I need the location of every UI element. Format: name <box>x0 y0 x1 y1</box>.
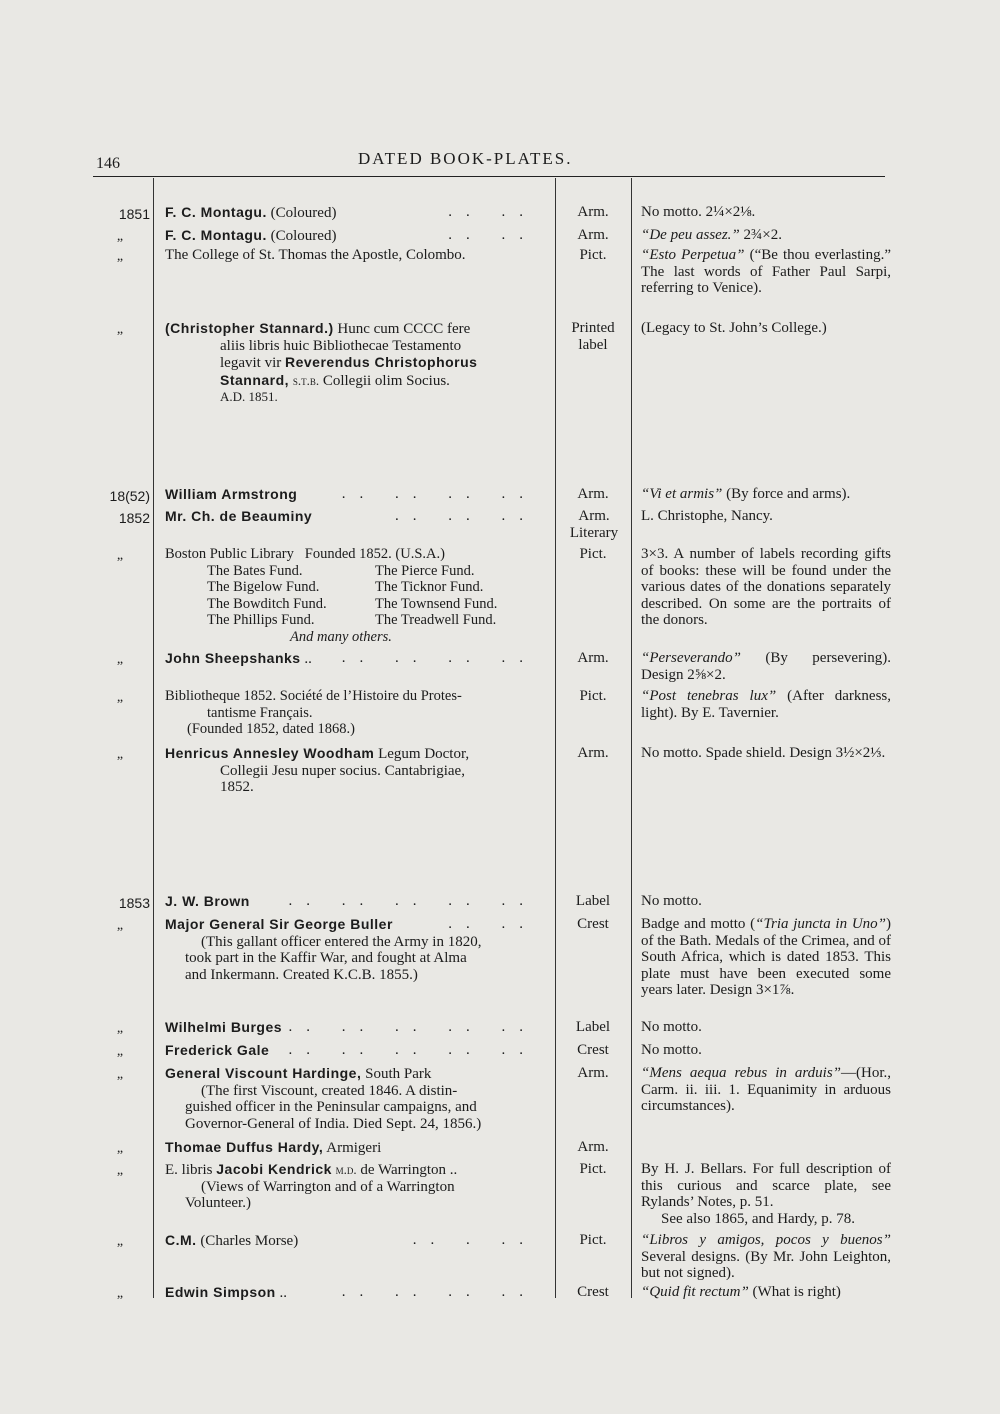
entry-year: 18(52) <box>109 488 150 504</box>
name-line: (Founded 1852, dated 1868.) <box>187 721 355 737</box>
note-text: (“Be thou everlasting.” The last words of Father Paul Sarpi, referring to Venice). <box>641 247 892 296</box>
note-text: See also 1865, and Hardy, p. 78. <box>661 1210 855 1227</box>
entry-name <box>165 247 545 264</box>
leader-dots: .. .. <box>448 227 537 243</box>
entry-name <box>165 1019 545 1037</box>
motto: “Mens aequa rebus in arduis” <box>641 1065 841 1081</box>
motto: “De peu assez.” <box>641 227 740 243</box>
name-line: tantisme Français. <box>207 704 313 721</box>
owner-name: Edwin Simpson <box>165 1284 276 1300</box>
leader-dots: .. .. .. .. <box>341 486 537 502</box>
column-divider <box>555 178 556 1298</box>
leader-dots: .. .. .. .. <box>341 1284 537 1300</box>
entry-kind: Arm. <box>577 1065 609 1081</box>
entry-year: „ <box>116 1067 124 1082</box>
entry-kind: Crest <box>577 1042 609 1058</box>
running-title: DATED BOOK-PLATES. <box>358 149 573 168</box>
name-line: Hunc cum CCCC fere <box>337 321 471 337</box>
leader-dots: .. .. .. <box>395 508 537 524</box>
note-text: (By force and arms). <box>726 486 851 502</box>
name-line: Governor-General of India. Died Sept. 24, 1856.) <box>185 1115 482 1132</box>
entry-kind: Label <box>575 893 611 909</box>
owner-extra: de Warrington .. <box>360 1162 458 1178</box>
fund-item: The Townsend Fund. <box>375 595 498 612</box>
note-text: Several designs. (By Mr. John Leighton, but not signed). <box>641 1248 891 1281</box>
leader-dots: .. .. .. .. .. <box>288 893 537 909</box>
entry-kind: Crest <box>577 1284 609 1300</box>
entry-name <box>165 1232 545 1250</box>
entry-note <box>641 247 891 297</box>
entry-kind: Arm. <box>577 650 609 666</box>
entry-name: John Sheepshanks .. .. .. .. .. <box>165 650 537 667</box>
fund-list <box>165 563 545 629</box>
entry-year: „ <box>116 249 124 264</box>
leader-dots: .. .. <box>448 204 537 220</box>
note-text: (What is right) <box>752 1284 841 1300</box>
entry-name <box>165 916 545 983</box>
entry-name <box>165 204 545 222</box>
entry-name <box>165 486 545 504</box>
name-line: aliis libris huic Bibliothecae Testamento <box>220 337 462 354</box>
motto: “Libros y amigos, pocos y buenos” <box>641 1232 891 1248</box>
column-divider <box>631 178 632 1298</box>
entry-name <box>165 688 545 738</box>
entry-note: No motto. 2¼×2⅛. <box>641 204 756 220</box>
entry-kind: Crest <box>577 916 609 932</box>
motto: “Quid fit rectum” <box>641 1284 749 1300</box>
entry-kind: Arm. <box>577 1139 609 1155</box>
motto: “Tria juncta in Uno” <box>755 916 886 932</box>
leader-dots: .. .. .. .. .. <box>288 1042 537 1058</box>
name-line: guished officer in the Peninsular campaigns, and <box>185 1099 477 1115</box>
name-line: Collegii Jesu nuper socius. Cantabrigiae, <box>220 762 465 779</box>
entry-year: „ <box>116 1021 124 1036</box>
name-line: (The first Viscount, created 1846. A distin- <box>201 1082 458 1099</box>
entry-note: (Legacy to St. John’s College.) <box>641 320 827 336</box>
note-text: (After darkness, light). By E. Tavernier. <box>641 688 891 721</box>
entry-kind: Printed label <box>571 320 615 353</box>
fund-item: The Pierce Fund. <box>375 562 475 579</box>
owner-name: Wilhelmi Burges <box>165 1019 283 1035</box>
motto: “Esto Perpetua” <box>641 247 745 263</box>
page-number: 146 <box>96 155 120 172</box>
owner-extra: (Coloured) <box>270 205 337 221</box>
name-line: Volunteer.) <box>185 1195 251 1211</box>
entry-name <box>165 1065 545 1132</box>
leader-dots: .. .. <box>448 916 537 932</box>
entry-year: „ <box>116 690 124 705</box>
name-line: Reverendus Christophorus <box>284 354 478 370</box>
entry-note: No motto. Spade shield. Design 3½×2⅓. <box>641 745 886 761</box>
entry-year: „ <box>116 747 124 762</box>
name-line: legavit vir <box>220 355 282 371</box>
owner-name: General Viscount Hardinge, <box>165 1065 362 1081</box>
entry-kind: Pict. <box>579 247 607 263</box>
owner-extra: (Charles Morse) <box>200 1233 299 1249</box>
entry-year: „ <box>116 1163 124 1178</box>
name-line: 1852. <box>220 779 254 795</box>
entry-note <box>641 1232 891 1282</box>
name-line: A.D. 1851. <box>220 389 278 404</box>
note-text: Badge and motto ( <box>641 916 756 932</box>
name-line: Collegii olim Socius. <box>322 372 450 389</box>
fund-item: The Treadwell Fund. <box>375 612 497 628</box>
entry-note: No motto. <box>641 1042 702 1058</box>
entry-kind: Arm. <box>577 745 609 761</box>
owner-name: J. W. Brown <box>165 893 250 909</box>
motto: “Post tenebras lux” <box>641 688 777 704</box>
owner-extra: South Park <box>365 1066 432 1082</box>
owner-name: The College of St. Thomas the Apostle, Colombo. <box>165 247 466 263</box>
column-divider <box>153 178 154 1298</box>
owner-name: F. C. Montagu. <box>165 204 267 220</box>
owner-extra: Founded 1852. (U.S.A.) <box>304 546 445 562</box>
fund-item: The Phillips Fund. <box>207 612 315 628</box>
entry-year: 1852 <box>118 510 150 526</box>
leader-dots: .. .. .. .. <box>341 650 537 666</box>
entry-year: 1853 <box>118 895 150 911</box>
entry-kind: Pict. <box>579 1232 607 1248</box>
name-line: took part in the Kaffir War, and fought at Alma <box>185 950 467 966</box>
owner-name: Bibliotheque 1852. Société de l’Histoire du Protes- <box>165 688 462 704</box>
entry-year: „ <box>116 1044 124 1059</box>
entry-name <box>165 546 545 645</box>
motto: “Vi et armis” <box>641 486 723 502</box>
owner-name: John Sheepshanks <box>165 650 301 666</box>
name-line: and Inkermann. Created K.C.B. 1855.) <box>185 966 418 983</box>
name-prefix: E. libris <box>165 1162 213 1178</box>
entry-year: „ <box>116 652 124 667</box>
entry-name <box>165 320 545 406</box>
entry-note: No motto. <box>641 1019 702 1035</box>
entry-kind: Pict. <box>579 546 607 562</box>
entry-kind: Pict. <box>579 1161 607 1177</box>
fund-tail: And many others. <box>290 628 392 645</box>
owner-name: Boston Public Library <box>165 546 294 562</box>
entry-kind: Pict. <box>579 688 607 704</box>
entry-kind: Arm. <box>577 227 609 243</box>
entry-year: „ <box>116 1234 124 1249</box>
leader-dots: .. . .. <box>412 1232 537 1248</box>
note-text: (By persevering). Design 2⅝×2. <box>641 650 891 683</box>
entry-year: „ <box>116 548 124 563</box>
entry-name <box>165 893 545 911</box>
entry-name <box>165 1042 545 1060</box>
name-line: (This gallant officer entered the Army in 1820, <box>201 933 482 950</box>
name-line: (Views of Warrington and of a Warrington <box>201 1178 455 1195</box>
name-line: Stannard, <box>220 371 290 388</box>
entry-year: „ <box>116 918 124 933</box>
fund-item: The Bowditch Fund. <box>207 595 327 612</box>
entry-note <box>641 1065 891 1115</box>
entry-note <box>641 227 891 244</box>
note-text: 2¾×2. <box>743 227 782 243</box>
entry-note <box>641 688 891 721</box>
owner-name: Major General Sir George Buller <box>165 916 393 932</box>
entry-year: „ <box>116 229 124 244</box>
fund-item: The Bates Fund. <box>207 562 303 579</box>
owner-extra: (Coloured) <box>270 228 337 244</box>
entry-year: „ <box>116 322 124 337</box>
name-line: s.t.b. <box>292 372 320 388</box>
entry-kind: Arm. <box>577 486 609 502</box>
owner-degree: m.d. <box>335 1162 357 1177</box>
header-rule <box>93 176 885 177</box>
entry-note: 3×3. A number of labels recording gifts of books: these will be found under the various dates of the donations separately described. On some are the portraits of the donors. <box>641 546 891 628</box>
owner-name: Frederick Gale <box>165 1042 270 1058</box>
owner-name: F. C. Montagu. <box>165 227 267 243</box>
owner-name: William Armstrong <box>165 486 298 502</box>
entry-kind: Arm. Literary <box>569 508 619 541</box>
fund-item: The Bigelow Fund. <box>207 579 320 595</box>
note-text: ) of the Bath. Medals of the Crimea, and of South Africa, which is dated 1853. This plate must have been executed some years later. Design 3×1⅞. <box>641 916 891 998</box>
entry-name <box>165 508 545 526</box>
entry-name <box>165 1161 545 1212</box>
entry-kind: Label <box>575 1019 611 1035</box>
owner-name: Henricus Annesley Woodham <box>165 745 375 761</box>
fund-item: The Ticknor Fund. <box>375 579 484 595</box>
entry-note <box>641 1161 891 1227</box>
entry-note <box>641 650 891 683</box>
owner-extra: Legum Doctor, <box>378 746 470 762</box>
leader-dots: .. .. .. .. .. <box>288 1019 537 1035</box>
owner-name: Jacobi Kendrick <box>216 1161 332 1177</box>
owner-extra: Armigeri <box>326 1140 382 1156</box>
entry-name: Edwin Simpson .. .. .. .. .. <box>165 1284 537 1301</box>
entry-note <box>641 1284 891 1301</box>
entry-year: „ <box>116 1141 124 1156</box>
note-text: By H. J. Bellars. For full description of this curious and scarce plate, see Rylands’ Notes, p. 51. <box>641 1161 891 1210</box>
owner-name: (Christopher Stannard.) <box>165 320 334 336</box>
entry-name <box>165 745 545 796</box>
owner-name: Thomae Duffus Hardy, <box>165 1139 324 1155</box>
entry-kind: Arm. <box>577 204 609 220</box>
entry-note <box>641 916 891 999</box>
entry-year: 1851 <box>118 206 150 222</box>
motto: “Perseverando” <box>641 650 741 666</box>
entry-note <box>641 486 891 503</box>
owner-name: C.M. <box>165 1232 197 1248</box>
entry-note: No motto. <box>641 893 702 909</box>
entry-year: „ <box>116 1286 124 1301</box>
entry-note: L. Christophe, Nancy. <box>641 508 773 524</box>
entry-name <box>165 1139 545 1157</box>
note-text: —(Hor., Carm. ii. iii. 1. Equanimity in arduous circumstances). <box>641 1065 891 1114</box>
owner-name: Mr. Ch. de Beauminy <box>165 508 313 524</box>
entry-name <box>165 227 545 245</box>
